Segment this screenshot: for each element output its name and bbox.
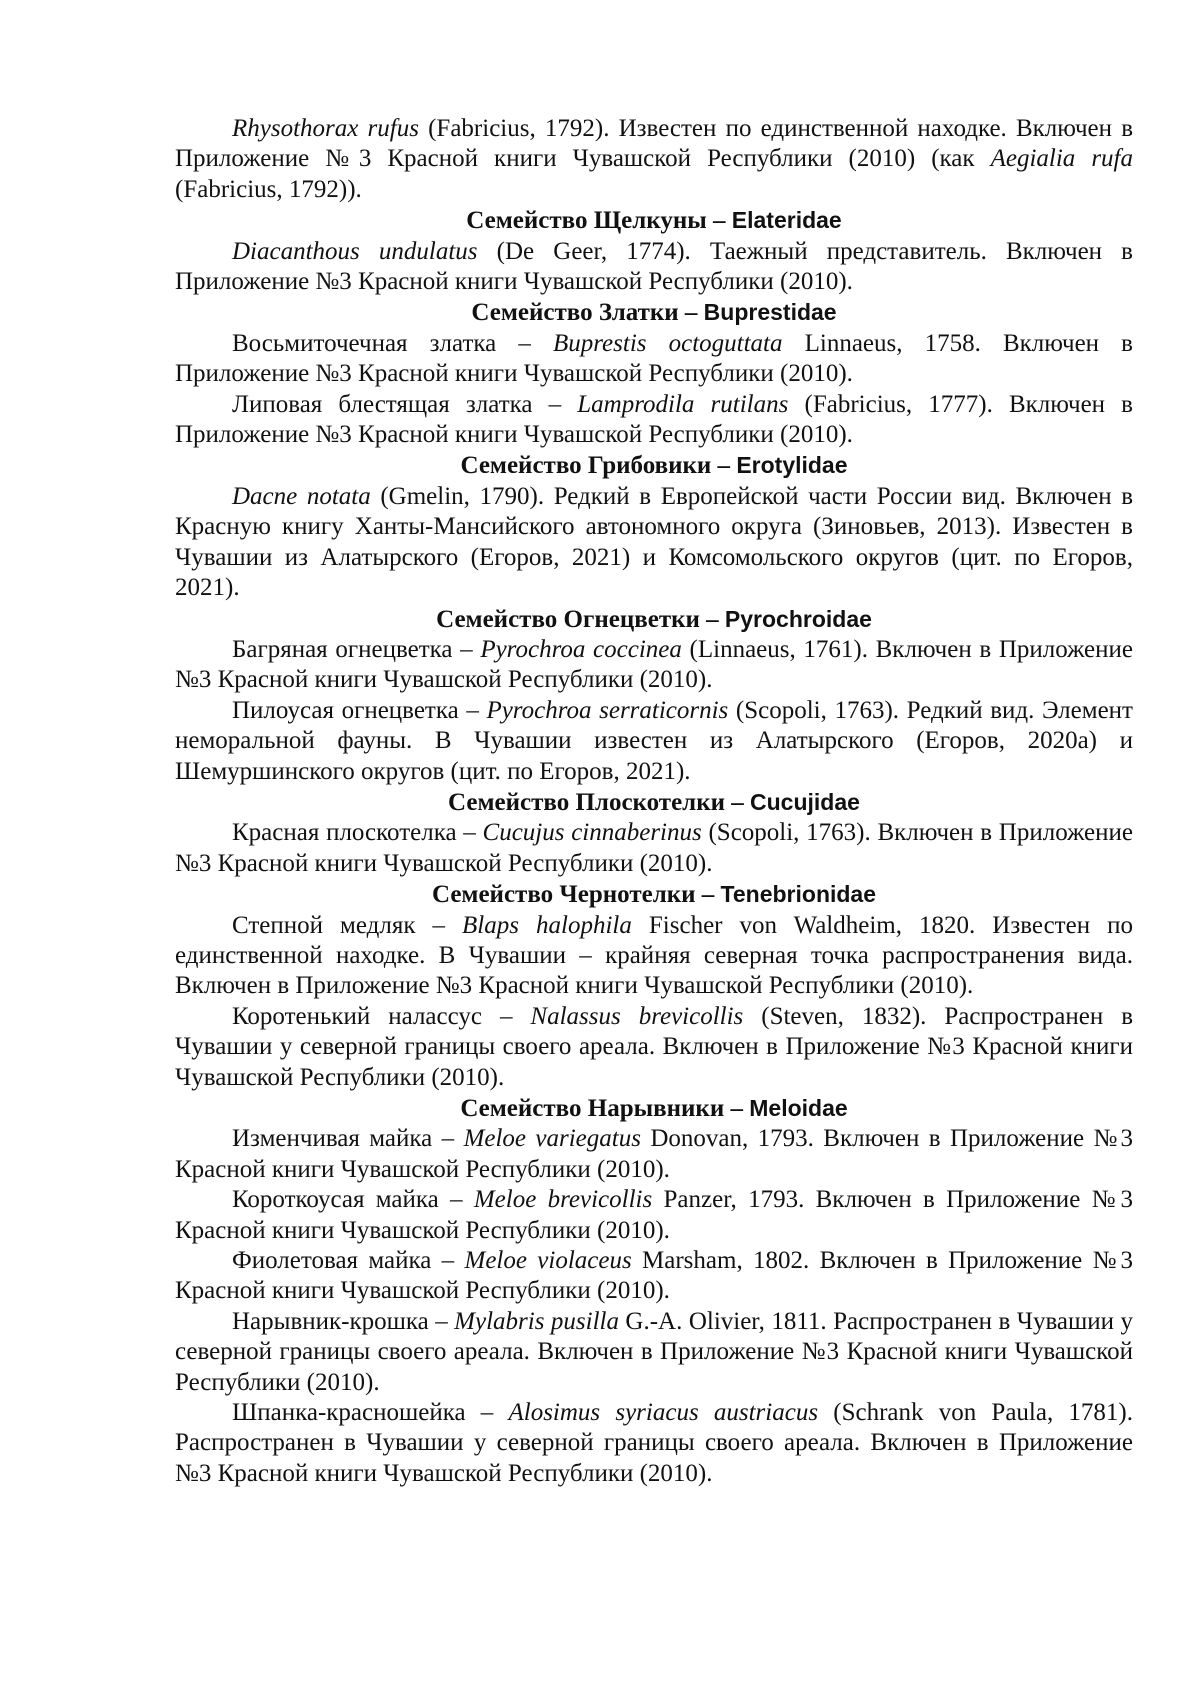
paragraph-text: Marsham, 1802. Включен в Приложение №3 Красной книги Чувашской Республики (2010). (175, 1247, 1134, 1305)
species-latin-name: Pyrochroa serraticornis (486, 696, 729, 724)
paragraph-text: (Schrank von Paula, 1781). Распространен в Чувашии у северной границы своего ареала. Включен в Приложение №3 Красной книги Чувашской Республики (2010). (175, 1399, 1133, 1487)
paragraph-text: (Scopoli, 1763). Редкий вид. Элемент неморальной фауны. В Чувашии известен из Алатырского (Егоров, 2020a) и Шемуршинского округов (цит. по Егоров, 2021). (175, 696, 1133, 785)
paragraph-text: Пилоусая огнецветка – (232, 696, 487, 724)
species-latin-name: Mylabris pusilla (454, 1307, 619, 1335)
paragraph-text: Panzer, 1793. Включен в Приложение №3 Красной книги Чувашской Республики (2010). (175, 1186, 1133, 1244)
species-latin-name: Blaps halophila (462, 911, 632, 939)
family-heading (175, 450, 1133, 481)
family-heading-ru: Семейство Грибовики – (460, 452, 737, 480)
species-paragraph (175, 482, 1133, 604)
paragraph-text: Linnaeus, 1758. Включен в Приложение №3 Красной книги Чувашской Республики (2010). (175, 329, 1133, 388)
family-heading-ru: Семейство Щелкуны – (466, 207, 732, 235)
family-heading-ru: Семейство Плоскотелки – (448, 788, 751, 816)
family-heading-latin: Tenebrionidae (720, 881, 877, 908)
species-latin-name: Aegialia rufa (990, 145, 1133, 173)
paragraph-text: Коротенький налассус – (232, 1002, 531, 1030)
family-heading-latin: Buprestidae (703, 299, 837, 326)
paragraph-text: (Linnaeus, 1761). Включен в Приложение №3 Красной книги Чувашской Республики (2010). (175, 635, 1133, 694)
paragraph-text: Шпанка-красношейка – (232, 1399, 509, 1427)
paragraph-text: Короткоусая майка – (232, 1186, 474, 1214)
paragraph-text: (De Geer, 1774). Таежный представитель. Включен в Приложение №3 Красной книги Чувашской Республики (2010). (175, 237, 1133, 296)
species-latin-name: Dacne notata (232, 482, 371, 510)
paragraph-text: Липовая блестящая златка – (232, 390, 578, 418)
species-latin-name: Meloe brevicollis (473, 1186, 653, 1214)
species-latin-name: Cucujus cinnaberinus (482, 819, 702, 847)
family-heading (175, 879, 1133, 910)
family-heading (175, 205, 1133, 236)
paragraph-text: (Steven, 1832). Распространен в Чувашии у северной границы своего ареала. Включен в Приложение №3 Красной книги Чувашской Республики (2010). (175, 1002, 1134, 1091)
species-latin-name: Meloe variegatus (463, 1125, 641, 1153)
family-heading-latin: Pyrochroidae (724, 605, 872, 632)
species-paragraph (175, 237, 1133, 298)
species-latin-name: Meloe violaceus (464, 1247, 632, 1275)
paragraph-text: (Fabricius, 1792). Известен по единственной находке. Включен в Приложение №3 Красной книги Чувашской Республики (2010) (как (175, 115, 1133, 173)
family-heading (175, 787, 1133, 818)
paragraph-text: (Scopoli, 1763). Включен в Приложение №3 Красной книги Чувашской Республики (2010). (175, 819, 1133, 877)
species-latin-name: Rhysothorax rufus (232, 115, 419, 142)
species-paragraph (175, 1124, 1133, 1185)
document-body (175, 114, 1133, 1489)
paragraph-text: Багряная огнецветка – (232, 635, 481, 663)
family-heading-ru: Семейство Чернотелки – (431, 881, 721, 909)
species-paragraph (175, 696, 1133, 787)
family-heading (175, 1093, 1133, 1124)
paragraph-text: G.-A. Olivier, 1811. Распространен в Чувашии у северной границы своего ареала. Включен в Приложение №3 Красной книги Чувашской Республики (2010). (175, 1307, 1133, 1396)
paragraph-text: Изменчивая майка – (232, 1125, 464, 1153)
species-paragraph (175, 1307, 1133, 1398)
species-paragraph (175, 114, 1133, 205)
species-paragraph (175, 818, 1133, 879)
paragraph-text: Восьмиточечная златка – (232, 329, 553, 357)
species-paragraph (175, 1246, 1133, 1307)
species-latin-name: Buprestis octoguttata (552, 329, 783, 357)
species-paragraph (175, 390, 1133, 451)
family-heading-ru: Семейство Нарывники – (460, 1095, 750, 1122)
family-heading (175, 297, 1133, 328)
paragraph-text: Fischer von Waldheim, 1820. Известен по единственной находке. В Чувашии – крайняя северная точка распространения вида. Включен в Приложение №3 Красной книги Чувашской Республики (2010). (175, 911, 1133, 1000)
paragraph-text: Фиолетовая майка – (232, 1247, 465, 1275)
family-heading-ru: Семейство Огнецветки – (436, 605, 725, 633)
paragraph-text: (Gmelin, 1790). Редкий в Европейской части России вид. Включен в Красную книгу Ханты-Мансийского автономного округа (Зиновьев, 2013). Известен в Чувашии из Алатырского (Егоров, 2021) и Комсомольского округов (цит. по Егоров, 2021). (175, 482, 1133, 602)
family-heading-latin: Meloidae (749, 1095, 848, 1121)
family-heading (175, 604, 1133, 635)
paragraph-text: Красная плоскотелка – (232, 819, 483, 847)
paragraph-text: (Fabricius, 1792)). (175, 175, 362, 203)
family-heading-latin: Erotylidae (736, 452, 848, 479)
species-latin-name: Lamprodila rutilans (577, 390, 789, 418)
species-paragraph (175, 1002, 1133, 1093)
species-paragraph (175, 1398, 1133, 1489)
species-latin-name: Nalassus brevicollis (530, 1002, 744, 1030)
paragraph-text: (Fabricius, 1777). Включен в Приложение №3 Красной книги Чувашской Республики (2010). (175, 390, 1133, 449)
species-paragraph (175, 329, 1133, 390)
species-latin-name: Diacanthous undulatus (232, 237, 478, 265)
family-heading-latin: Elateridae (731, 207, 842, 234)
species-paragraph (175, 635, 1133, 696)
paragraph-text: Степной медляк – (232, 911, 463, 939)
paragraph-text: Donovan, 1793. Включен в Приложение №3 Красной книги Чувашской Республики (2010). (175, 1125, 1133, 1183)
species-latin-name: Alosimus syriacus austriacus (508, 1399, 819, 1427)
paragraph-text: Нарывник-крошка – (232, 1307, 455, 1335)
species-latin-name: Pyrochroa coccinea (480, 635, 682, 663)
family-heading-latin: Cucujidae (750, 788, 860, 815)
species-paragraph (175, 1185, 1133, 1246)
family-heading-ru: Семейство Златки – (471, 299, 704, 327)
species-paragraph (175, 911, 1133, 1002)
